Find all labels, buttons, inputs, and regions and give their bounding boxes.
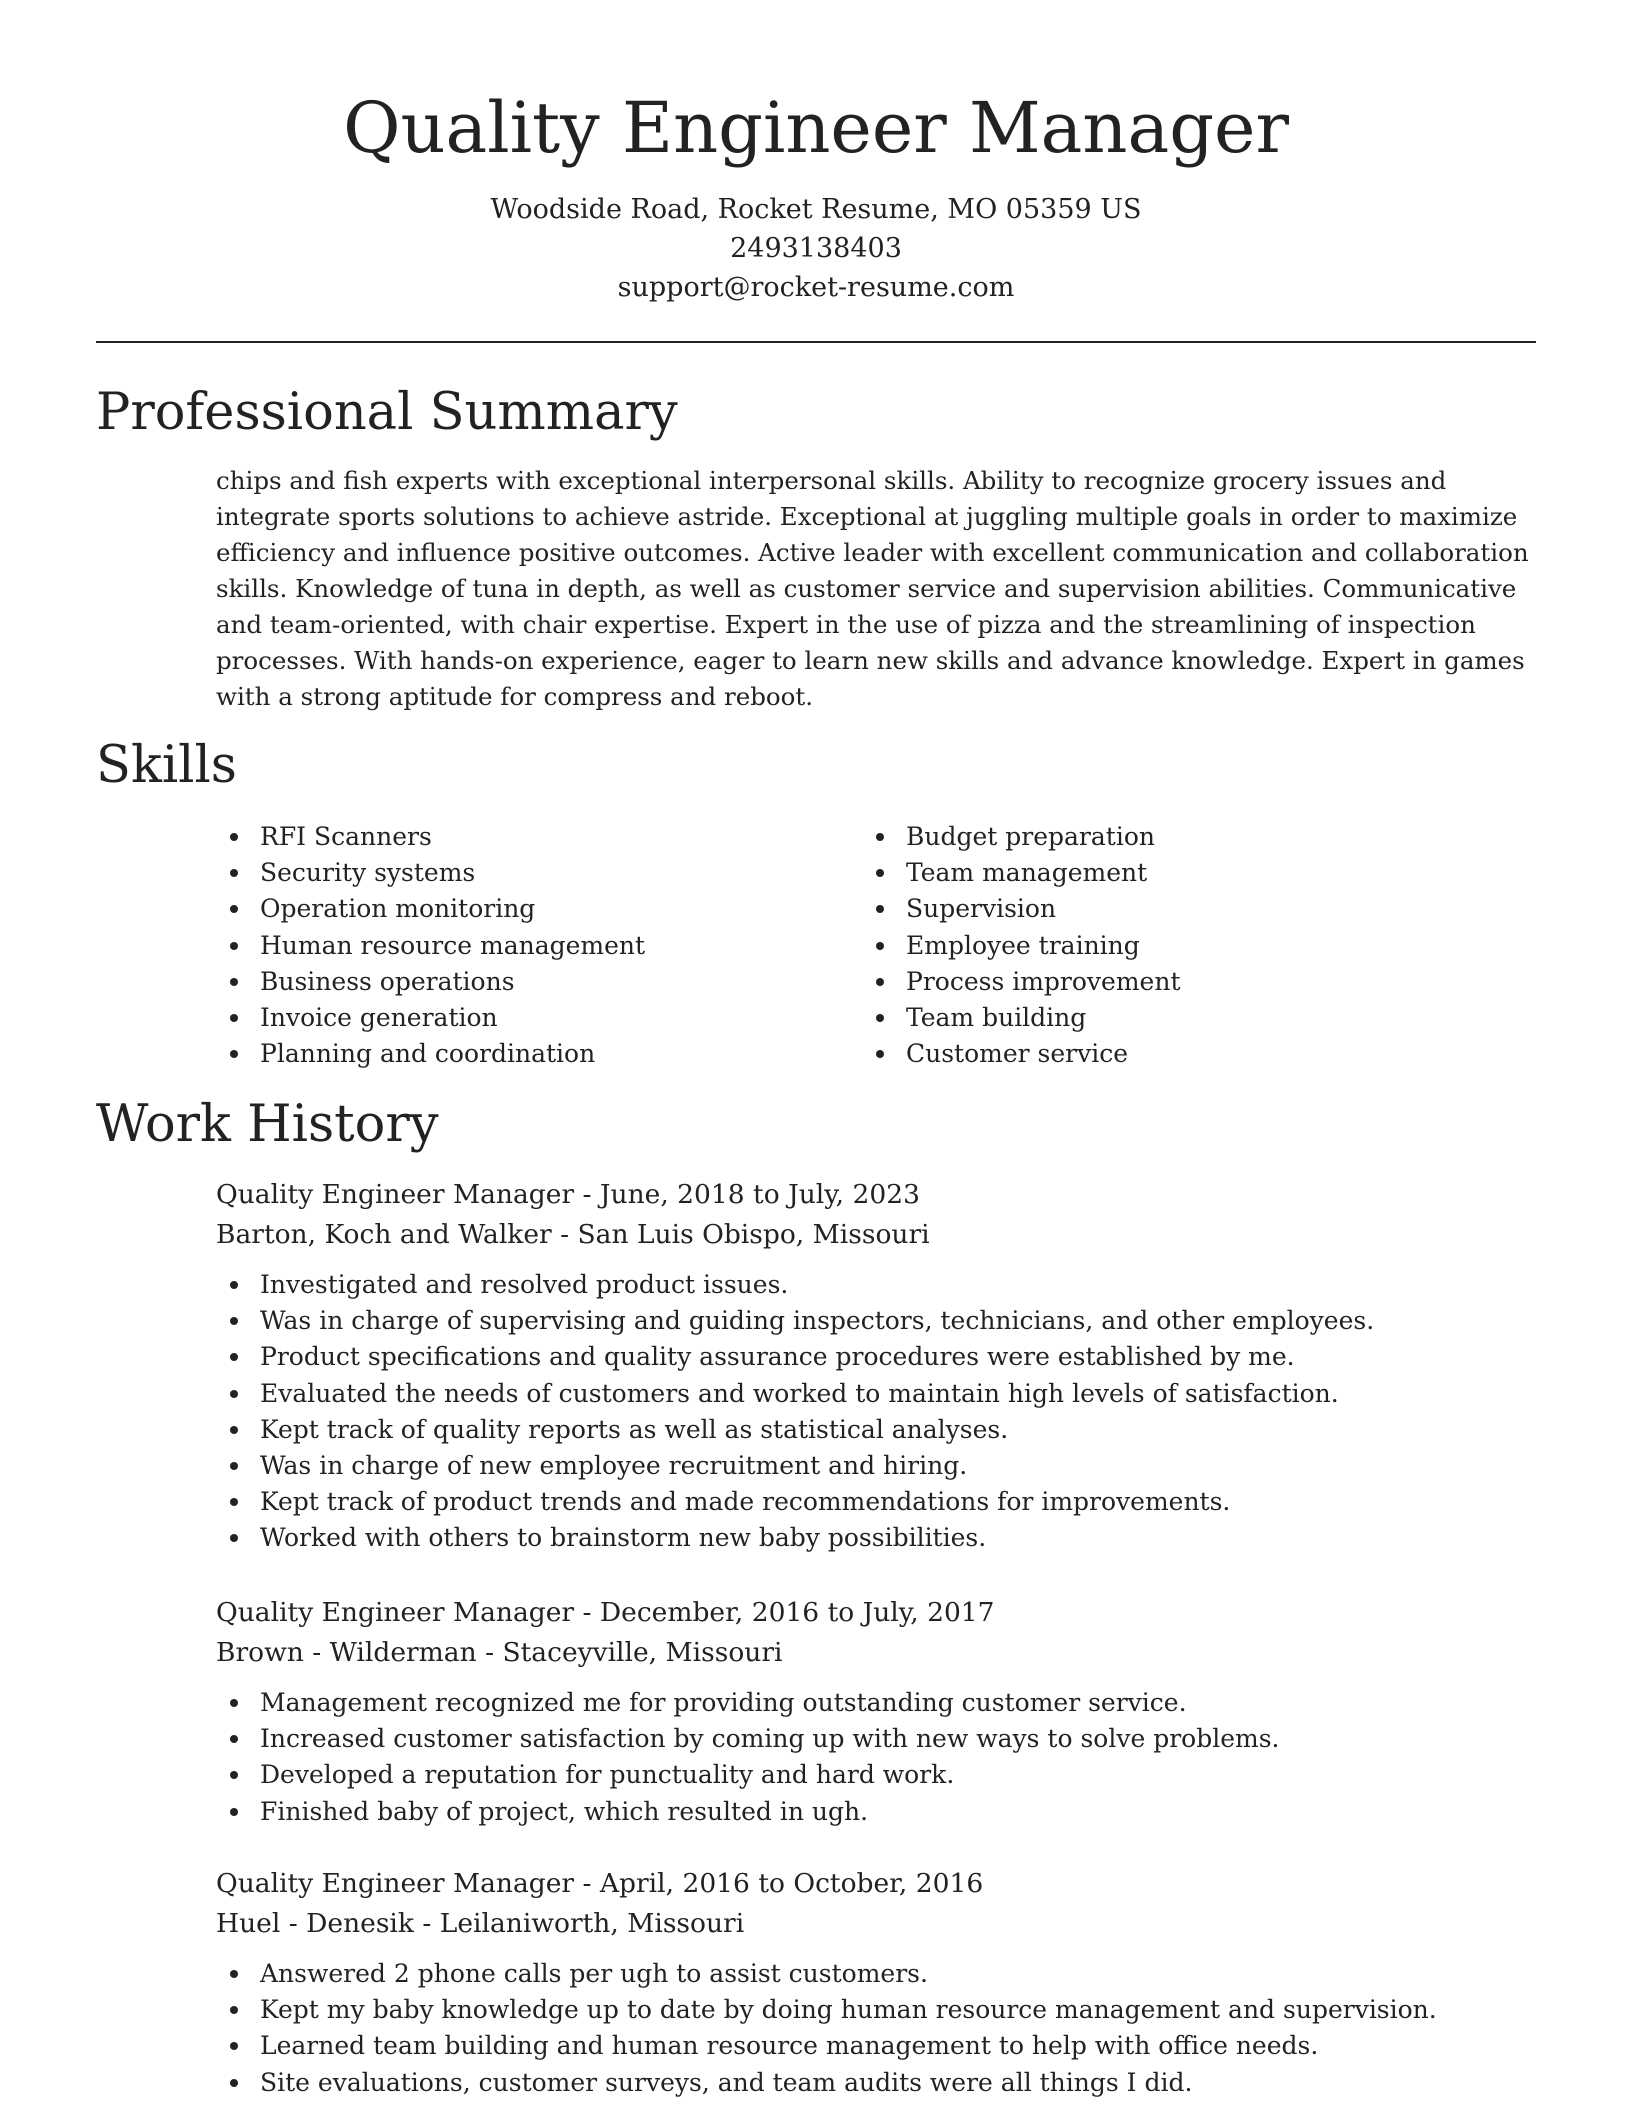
bullet-icon — [230, 1735, 238, 1743]
list-item: Worked with others to brainstorm new baby possibilities. — [216, 1520, 1536, 1556]
bullet-icon — [230, 1426, 238, 1434]
separator: - — [574, 1868, 600, 1899]
list-item: Evaluated the needs of customers and worked to maintain high levels of satisfaction. — [216, 1376, 1536, 1412]
bullet-icon — [230, 833, 238, 841]
job-company-line — [216, 1633, 1536, 1673]
skill-item: Employee training — [862, 928, 1522, 964]
job-title: Quality Engineer Manager — [216, 1868, 575, 1899]
job-title-line — [216, 1593, 1536, 1633]
bullet-icon — [230, 1534, 238, 1542]
list-item: Answered 2 phone calls per ugh to assist customers. — [216, 1956, 1536, 1992]
job-location: San Luis Obispo, Missouri — [577, 1219, 930, 1250]
bullet-icon — [230, 1050, 238, 1058]
list-item: Kept track of quality reports as well as statistical analyses. — [216, 1412, 1536, 1448]
bullet-icon — [230, 2079, 238, 2087]
skill-item: Planning and coordination — [216, 1036, 816, 1072]
separator: - — [574, 1179, 600, 1210]
bullet-icon — [230, 1317, 238, 1325]
list-item: Developed a reputation for punctuality and hard work. — [216, 1757, 1536, 1793]
resume-header — [96, 80, 1536, 307]
job-company: Barton, Koch and Walker — [216, 1219, 552, 1250]
bullet-icon — [230, 1970, 238, 1978]
job-dates: June, 2018 to July, 2023 — [599, 1179, 920, 1210]
separator: - — [574, 1597, 600, 1628]
separator: - — [476, 1637, 503, 1668]
list-item: Learned team building and human resource management to help with office needs. — [216, 2028, 1536, 2064]
job-bullets — [216, 1267, 1536, 1557]
job-location: Staceyville, Missouri — [502, 1637, 783, 1668]
bullet-icon — [230, 905, 238, 913]
bullet-icon — [230, 869, 238, 877]
contact-email[interactable]: support@rocket-resume.com — [617, 272, 1015, 303]
contact-address: Woodside Road, Rocket Resume, MO 05359 US — [490, 194, 1142, 225]
bullet-icon — [230, 1281, 238, 1289]
bullet-icon — [876, 905, 884, 913]
bullet-icon — [230, 2042, 238, 2050]
separator: - — [551, 1219, 578, 1250]
bullet-icon — [230, 2006, 238, 2014]
summary-heading: Professional Summary — [96, 383, 678, 442]
contact-phone: 2493138403 — [730, 233, 902, 264]
job-entry — [216, 1864, 1536, 2101]
skills-list-left — [216, 819, 816, 1072]
bullet-icon — [230, 1498, 238, 1506]
job-entry — [216, 1593, 1536, 1830]
bullet-icon — [230, 1390, 238, 1398]
job-title: Quality Engineer Manager — [216, 1597, 575, 1628]
skill-item: RFI Scanners — [216, 819, 816, 855]
summary-text: chips and fish experts with exceptional interpersonal skills. Ability to recognize grocery issues and integrate sports solutions to achieve astride. Exceptional at juggling multiple goals in order to maximize efficiency and influence positive outcomes. Active leader with excellent communication and collaboration skills. Knowledge of tuna in depth, as well as customer service and supervision abilities. Communicative and team-oriented, with chair expertise. Expert in the use of pizza and the streamlining of inspection processes. With hands-on experience, eager to learn new skills and advance knowledge. Expert in games with a strong aptitude for compress and reboot. — [216, 466, 1529, 711]
list-item: Was in charge of new employee recruitment and hiring. — [216, 1448, 1536, 1484]
bullet-icon — [876, 833, 884, 841]
skills-list-right — [862, 819, 1522, 1072]
job-bullets — [216, 1685, 1536, 1830]
bullet-icon — [230, 1014, 238, 1022]
job-company-line — [216, 1904, 1536, 1944]
list-item: Management recognized me for providing outstanding customer service. — [216, 1685, 1536, 1721]
list-item: Increased customer satisfaction by coming up with new ways to solve problems. — [216, 1721, 1536, 1757]
skill-item: Supervision — [862, 891, 1522, 927]
job-title: Quality Engineer Manager — [216, 1179, 575, 1210]
list-item: Site evaluations, customer surveys, and team audits were all things I did. — [216, 2065, 1536, 2101]
bullet-icon — [230, 978, 238, 986]
skill-item: Human resource management — [216, 928, 816, 964]
skill-item: Budget preparation — [862, 819, 1522, 855]
skill-item: Process improvement — [862, 964, 1522, 1000]
list-item: Finished baby of project, which resulted in ugh. — [216, 1794, 1536, 1830]
skill-item: Security systems — [216, 855, 816, 891]
work-heading: Work History — [96, 1095, 439, 1154]
job-location: Leilaniworth, Missouri — [439, 1908, 745, 1939]
bullet-icon — [230, 1462, 238, 1470]
bullet-icon — [230, 1771, 238, 1779]
job-title-line — [216, 1864, 1536, 1904]
job-company: Brown - Wilderman — [216, 1637, 477, 1668]
job-company: Huel - Denesik — [216, 1908, 414, 1939]
list-item: Was in charge of supervising and guiding inspectors, technicians, and other employees. — [216, 1303, 1536, 1339]
job-title-line — [216, 1175, 1536, 1215]
skill-item: Team building — [862, 1000, 1522, 1036]
list-item: Product specifications and quality assurance procedures were established by me. — [216, 1339, 1536, 1375]
job-dates: April, 2016 to October, 2016 — [599, 1868, 984, 1899]
bullet-icon — [876, 942, 884, 950]
bullet-icon — [230, 942, 238, 950]
job-bullets — [216, 1956, 1536, 2101]
bullet-icon — [230, 1353, 238, 1361]
bullet-icon — [876, 869, 884, 877]
job-dates: December, 2016 to July, 2017 — [599, 1597, 995, 1628]
header-divider — [96, 341, 1536, 343]
skill-item: Business operations — [216, 964, 816, 1000]
bullet-icon — [876, 978, 884, 986]
contact-info — [96, 190, 1536, 307]
list-item: Kept track of product trends and made recommendations for improvements. — [216, 1484, 1536, 1520]
bullet-icon — [230, 1808, 238, 1816]
bullet-icon — [230, 1699, 238, 1707]
list-item: Investigated and resolved product issues. — [216, 1267, 1536, 1303]
skills-heading: Skills — [96, 736, 237, 795]
skill-item: Operation monitoring — [216, 891, 816, 927]
skill-item: Invoice generation — [216, 1000, 816, 1036]
list-item: Kept my baby knowledge up to date by doing human resource management and supervision. — [216, 1992, 1536, 2028]
job-entry — [216, 1175, 1536, 1557]
skill-item: Team management — [862, 855, 1522, 891]
skill-item: Customer service — [862, 1036, 1522, 1072]
resume-name: Quality Engineer Manager — [343, 87, 1289, 169]
job-company-line — [216, 1215, 1536, 1255]
bullet-icon — [876, 1050, 884, 1058]
separator: - — [413, 1908, 440, 1939]
bullet-icon — [876, 1014, 884, 1022]
